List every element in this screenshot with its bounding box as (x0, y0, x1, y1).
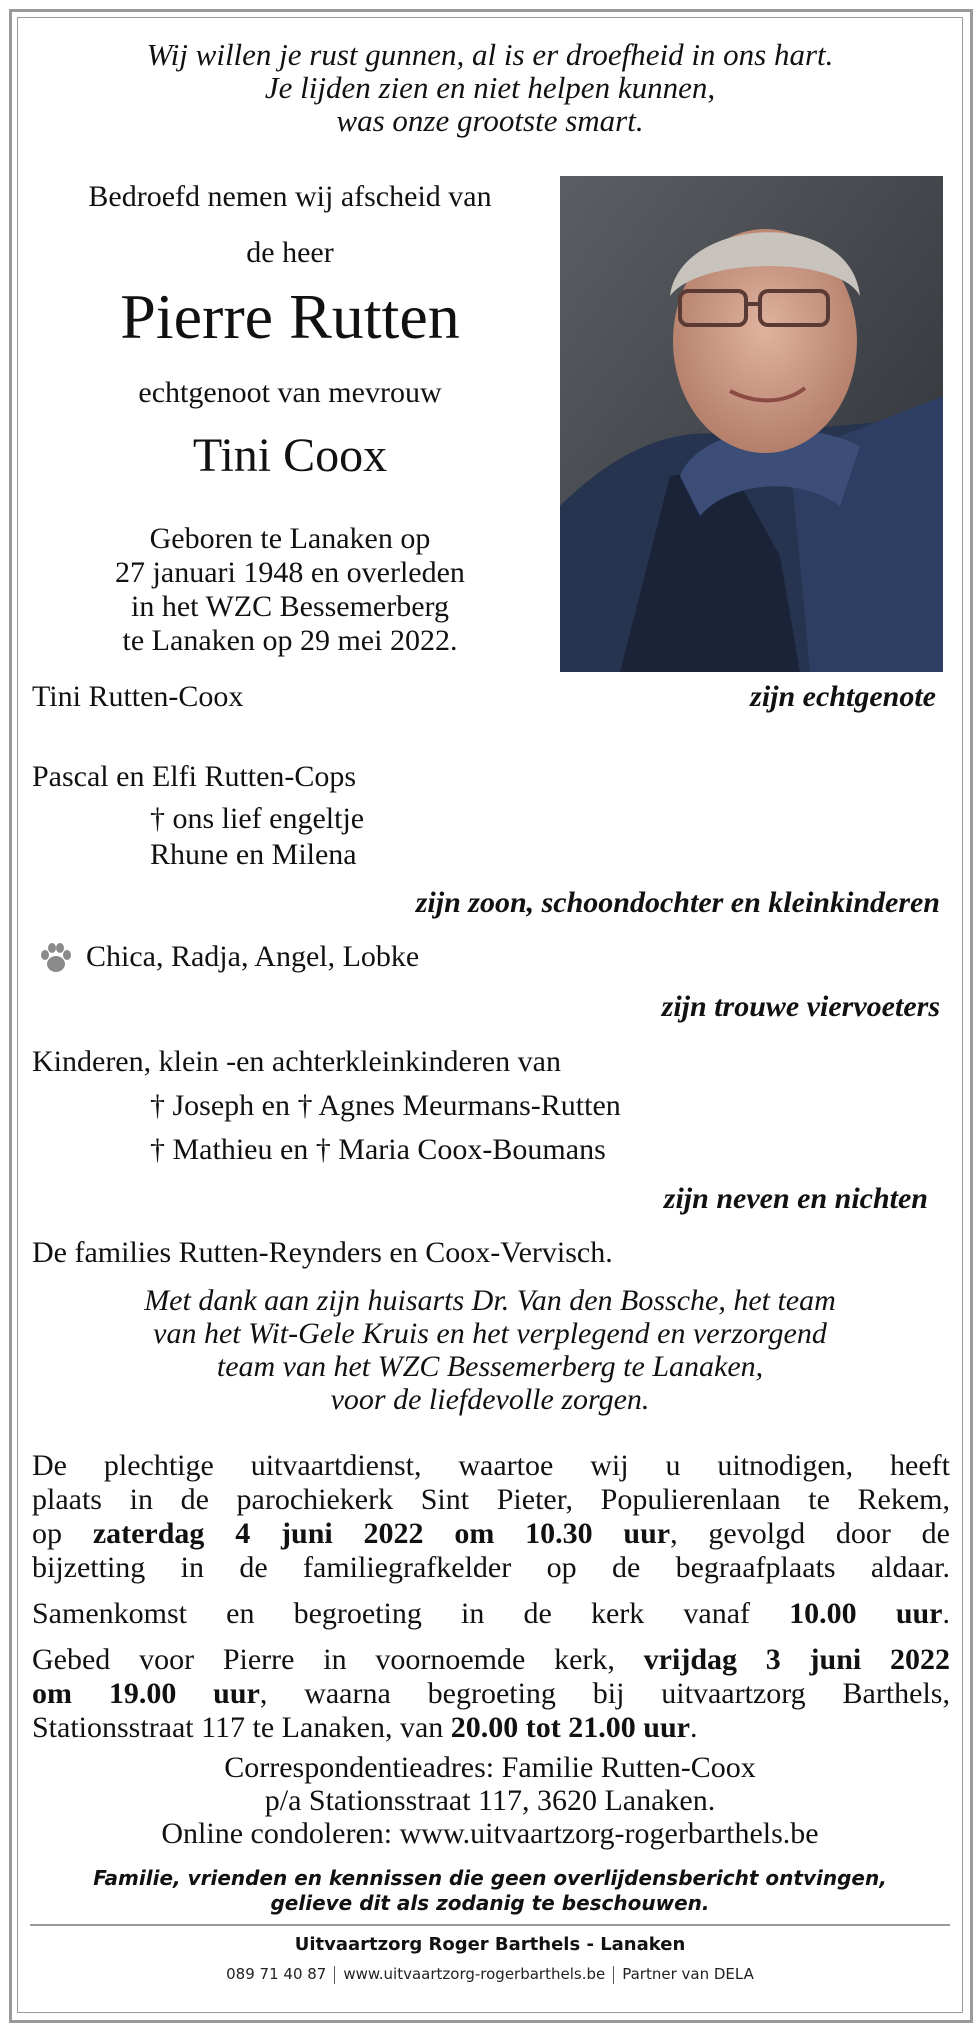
service-prefix: op (32, 1517, 62, 1550)
prayer-hours: 20.00 tot 21.00 uur (450, 1711, 690, 1744)
service-line-1: De plechtige uitvaartdienst, waartoe wij u uitnodigen, heeft (32, 1449, 950, 1482)
footer-partner: Partner van DELA (622, 1965, 754, 1983)
gathering-time: 10.00 uur (789, 1597, 943, 1630)
poem-line: was onze grootste smart. (336, 103, 644, 138)
birth-line: in het WZC Bessemerberg (131, 590, 449, 623)
footer-separator (613, 1966, 614, 1984)
prayer-line-1 (32, 1643, 950, 1677)
portrait-photo (560, 176, 943, 672)
prayer-text: Gebed voor Pierre in voornoemde kerk, (32, 1643, 615, 1676)
thanks-line: team van het WZC Bessemerberg te Lanaken, (216, 1350, 764, 1383)
service-line-2: plaats in de parochiekerk Sint Pieter, Populierenlaan te Rekem, (32, 1483, 950, 1516)
birth-line: Geboren te Lanaken op (149, 522, 431, 555)
family-son: Pascal en Elfi Rutten-Cops (32, 760, 357, 793)
thanks-line: van het Wit-Gele Kruis en het verplegend en verzorgend (153, 1317, 827, 1350)
spouse-name: Tini Coox (192, 429, 388, 482)
correspondence-line: p/a Stationsstraat 117, 3620 Lanaken. (264, 1784, 716, 1817)
family-angel-line: † ons lief engeltje (150, 802, 365, 835)
footer-title: Uitvaartzorg Roger Barthels - Lanaken (294, 1934, 686, 1955)
prayer-end: . (689, 1711, 698, 1744)
relation-pets: zijn trouwe viervoeters (661, 990, 940, 1023)
paw-icon (38, 940, 74, 976)
relation-cousins: zijn neven en nichten (663, 1182, 928, 1215)
poem-line: Wij willen je rust gunnen, al is er droefheid in ons hart. (146, 37, 834, 72)
family-families: De families Rutten-Reynders en Coox-Vervisch. (32, 1236, 613, 1269)
relation-spouse: zijn echtgenote (750, 680, 936, 713)
prayer-address: Stationsstraat 117 te Lanaken, van (32, 1711, 444, 1744)
condolence-line: Online condoleren: www.uitvaartzorg-rogerbarthels.be (161, 1817, 819, 1850)
footer-divider (30, 1924, 950, 1926)
footer-contact (30, 1965, 950, 1984)
service-line-4: bijzetting in de familiegrafkelder op de begraafplaats aldaar. (32, 1551, 950, 1584)
portrait-image (560, 176, 943, 672)
farewell-line: Bedroefd nemen wij afscheid van (88, 180, 492, 213)
birth-line: 27 januari 1948 en overleden (115, 556, 465, 589)
family-angel-names: Rhune en Milena (150, 838, 357, 871)
gathering-line (32, 1597, 950, 1631)
footer-phone: 089 71 40 87 (226, 1965, 327, 1983)
footer-separator (334, 1966, 335, 1984)
footer-website: www.uitvaartzorg-rogerbarthels.be (343, 1965, 606, 1983)
poem (40, 38, 940, 137)
service-line-3 (32, 1517, 950, 1551)
service-suffix: , gevolgd door de (670, 1517, 950, 1550)
thanks-line: voor de liefdevolle zorgen. (330, 1383, 650, 1416)
family-kids-intro: Kinderen, klein -en achterkleinkinderen van (32, 1045, 561, 1078)
thanks-text (40, 1284, 940, 1416)
notice-note (40, 1866, 940, 1916)
service-date: zaterdag 4 juni 2022 om 10.30 uur (92, 1517, 671, 1550)
relation-son: zijn zoon, schoondochter en kleinkinderen (415, 886, 940, 919)
birth-line: te Lanaken op 29 mei 2022. (122, 624, 458, 657)
prayer-time: om 19.00 uur (32, 1677, 260, 1710)
family-spouse: Tini Rutten-Coox (32, 680, 244, 713)
family-parents-1: † Joseph en † Agnes Meurmans-Rutten (150, 1089, 621, 1122)
gathering-end: . (942, 1597, 950, 1630)
poem-line: Je lijden zien en niet helpen kunnen, (264, 70, 716, 105)
birth-death-text (30, 522, 550, 658)
note-line: Familie, vrienden en kennissen die geen overlijdensbericht ontvingen, (93, 1866, 887, 1890)
prayer-line-2 (32, 1677, 950, 1711)
family-pets: Chica, Radja, Angel, Lobke (86, 940, 420, 973)
correspondence-line: Correspondentieadres: Familie Rutten-Coox (224, 1751, 756, 1784)
family-parents-2: † Mathieu en † Maria Coox-Boumans (150, 1133, 606, 1166)
note-line: gelieve dit als zodanig te beschouwen. (270, 1891, 710, 1915)
spouse-prefix: echtgenoot van mevrouw (138, 376, 442, 409)
gathering-text: Samenkomst en begroeting in de kerk vanaf (32, 1597, 751, 1630)
correspondence (40, 1751, 940, 1850)
prayer-line-3 (32, 1711, 950, 1745)
prayer-mid: , waarna begroeting bij uitvaartzorg Barthels, (259, 1677, 950, 1710)
prayer-date: vrijdag 3 juni 2022 (643, 1643, 951, 1676)
deceased-name: Pierre Rutten (120, 281, 460, 352)
honorific: de heer (246, 236, 334, 269)
thanks-line: Met dank aan zijn huisarts Dr. Van den Bossche, het team (144, 1284, 836, 1317)
